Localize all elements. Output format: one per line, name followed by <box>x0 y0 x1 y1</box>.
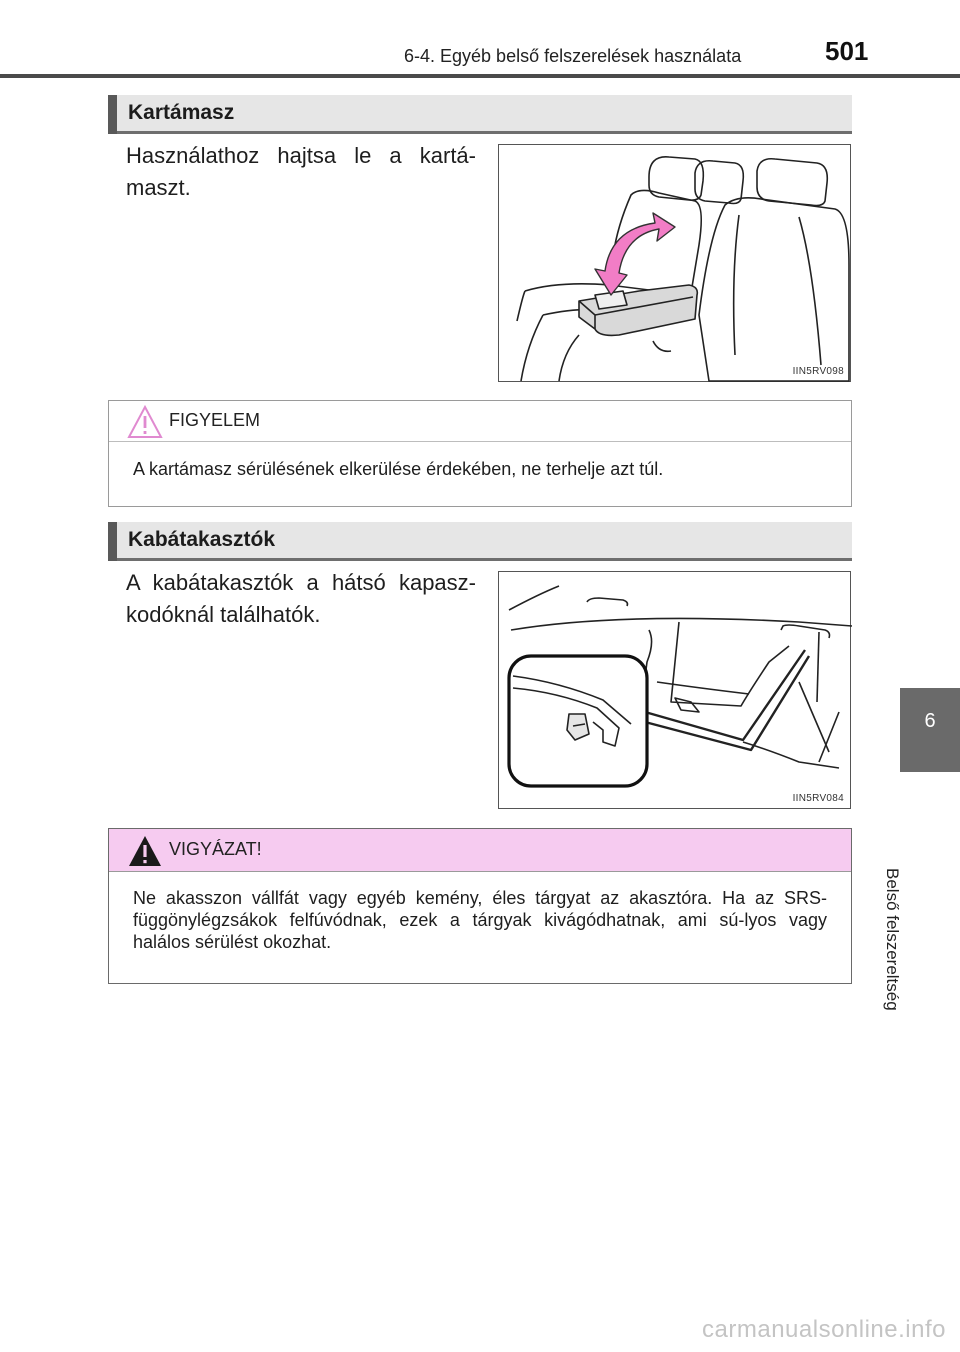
coat-hook-drawing <box>499 572 852 810</box>
armrest-illustration <box>498 144 851 382</box>
watermark-text: carmanualsonline.info <box>702 1316 946 1343</box>
armrest-seat-drawing <box>499 145 852 383</box>
chapter-label-text: Belső felszereltség <box>883 868 902 1011</box>
section-heading-label: Kabátakasztók <box>128 528 276 551</box>
caution-box <box>108 400 852 507</box>
chapter-label <box>872 788 960 1011</box>
coat-hook-description: A kabátakasztók a hátsó kapasz-kodóknál találhatók. <box>126 570 476 627</box>
section-accent <box>108 95 117 134</box>
figure-code: IIN5RV098 <box>792 366 844 377</box>
chapter-number: 6 <box>924 710 936 732</box>
section-accent <box>108 522 117 561</box>
figure-code: IIN5RV084 <box>792 793 844 804</box>
section-heading-label: Kartámasz <box>128 101 235 124</box>
running-header-title: 6-4. Egyéb belső felszerelések használata <box>404 46 742 66</box>
warning-message: Ne akasszon vállfát vagy egyéb kemény, éles tárgyat az akasztóra. Ha az SRS-függönylégzsákok felfúvódnak, ezek a tárgyak kivágódhatnak, ami sú-lyos vagy halálos sérülést okozhat. <box>133 888 827 952</box>
warning-triangle-icon <box>127 833 163 869</box>
warning-box <box>108 828 852 984</box>
armrest-instruction: Használathoz hajtsa le a kartá-maszt. <box>126 143 476 200</box>
caution-header <box>109 401 851 442</box>
warning-header <box>109 829 851 872</box>
page-number: 501 <box>825 36 869 66</box>
header-divider <box>0 74 960 78</box>
caution-message: A kartámasz sérülésének elkerülése érdekében, ne terhelje azt túl. <box>133 459 664 479</box>
coat-hook-illustration <box>498 571 851 809</box>
caution-label: FIGYELEM <box>169 410 261 430</box>
warning-label: VIGYÁZAT! <box>169 839 262 859</box>
section-heading-armrest <box>108 95 852 134</box>
chapter-tab <box>900 688 960 772</box>
caution-triangle-icon <box>127 404 163 440</box>
section-heading-coat-hooks <box>108 522 852 561</box>
